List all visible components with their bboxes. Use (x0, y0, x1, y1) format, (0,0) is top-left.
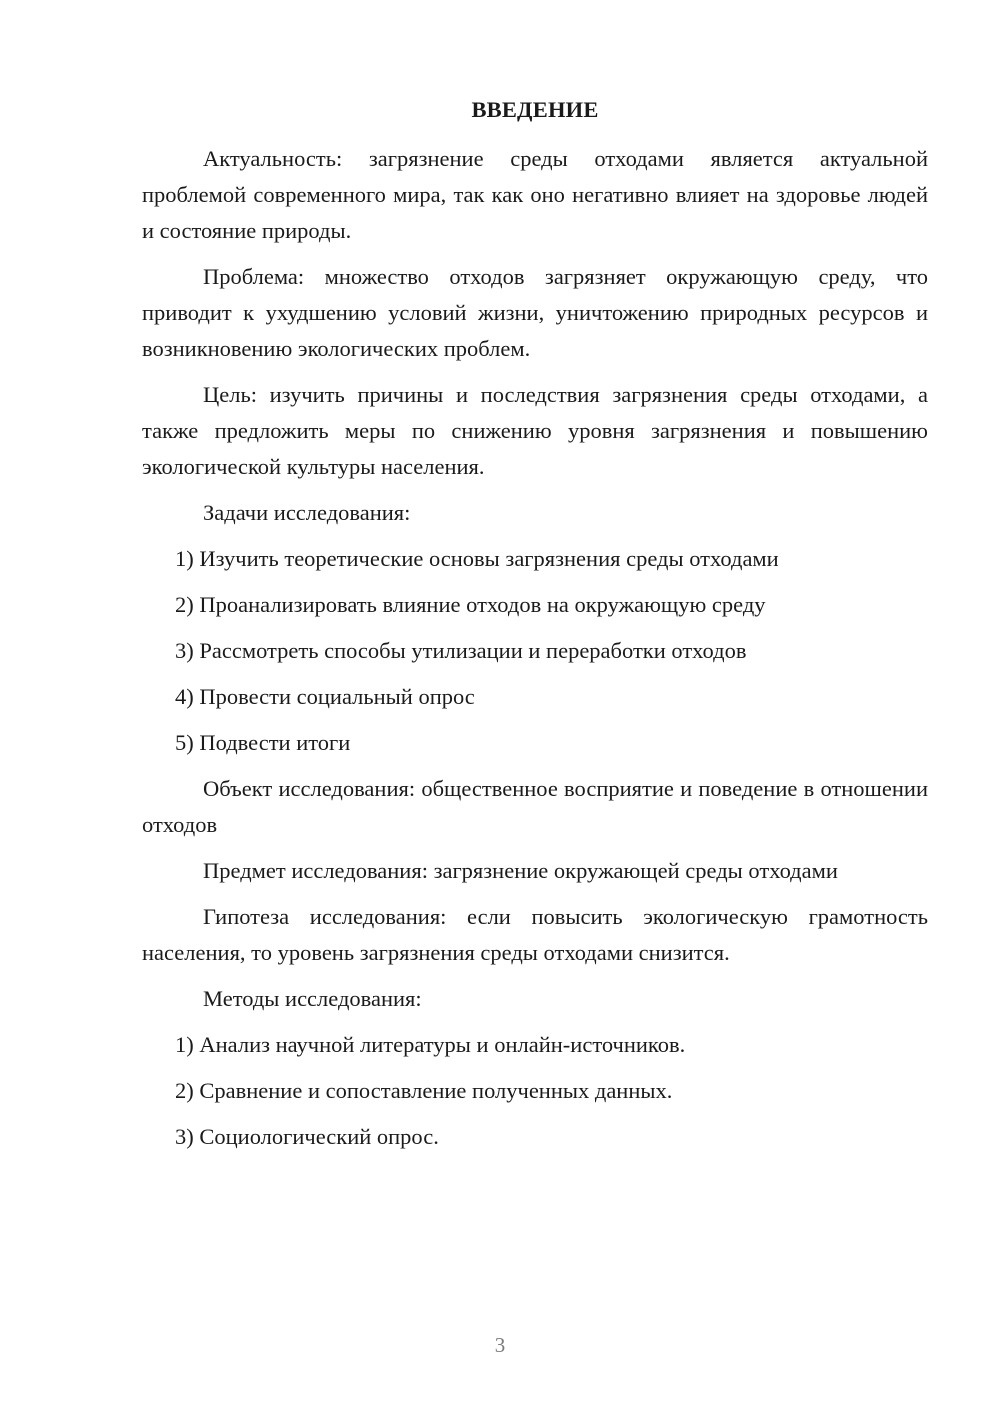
methods-heading: Методы исследования: (203, 986, 422, 1011)
hypothesis-paragraph: Гипотеза исследования: если повысить экологическую грамотность населения, то уровень загрязнения среды отходами снизится. (142, 904, 928, 965)
task-item-3: 3) Рассмотреть способы утилизации и переработки отходов (175, 638, 747, 663)
object-paragraph: Объект исследования: общественное восприятие и поведение в отношении отходов (142, 776, 928, 837)
task-item-2: 2) Проанализировать влияние отходов на окружающую среду (175, 592, 766, 617)
method-item-1: 1) Анализ научной литературы и онлайн-источников. (175, 1032, 686, 1057)
subject-paragraph: Предмет исследования: загрязнение окружающей среды отходами (203, 858, 838, 883)
goal-paragraph: Цель: изучить причины и последствия загрязнения среды отходами, а также предложить меры по снижению уровня загрязнения и повышению экологической культуры населения. (142, 382, 928, 479)
relevance-paragraph: Актуальность: загрязнение среды отходами является актуальной проблемой современного мира, так как оно негативно влияет на здоровье людей и состояние природы. (142, 146, 928, 243)
page-title: ВВЕДЕНИЕ (471, 97, 599, 122)
task-item-4: 4) Провести социальный опрос (175, 684, 475, 709)
method-item-3: 3) Социологический опрос. (175, 1124, 439, 1149)
tasks-heading: Задачи исследования: (203, 500, 411, 525)
document-page (142, 92, 928, 1165)
problem-paragraph: Проблема: множество отходов загрязняет окружающую среду, что приводит к ухудшению условий жизни, уничтожению природных ресурсов и возникновению экологических проблем. (142, 264, 928, 361)
task-item-5: 5) Подвести итоги (175, 730, 351, 755)
page-number: 3 (494, 1333, 506, 1357)
method-item-2: 2) Сравнение и сопоставление полученных данных. (175, 1078, 673, 1103)
task-item-1: 1) Изучить теоретические основы загрязнения среды отходами (175, 546, 779, 571)
